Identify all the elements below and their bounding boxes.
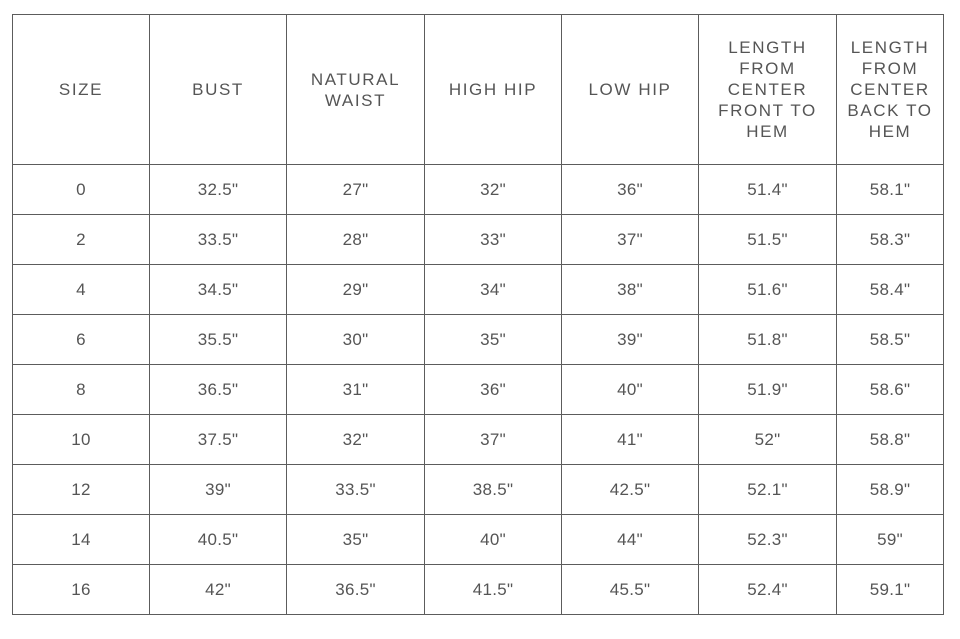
cell-length-back: 58.8": [837, 415, 944, 465]
cell-natural-waist: 35": [287, 515, 425, 565]
table-row: [13, 265, 944, 315]
cell-length-back: 59": [837, 515, 944, 565]
header-low-hip-label: LOW HIP: [588, 80, 672, 99]
cell-size: 2: [13, 215, 150, 265]
cell-low-hip: 38": [562, 265, 699, 315]
cell-natural-waist: 28": [287, 215, 425, 265]
cell-bust: 39": [150, 465, 287, 515]
header-low-hip: [562, 15, 699, 165]
table-row: [13, 415, 944, 465]
cell-low-hip: 37": [562, 215, 699, 265]
cell-natural-waist: 32": [287, 415, 425, 465]
header-bust: [150, 15, 287, 165]
cell-low-hip: 44": [562, 515, 699, 565]
table-row: [13, 515, 944, 565]
header-length-back-label: LENGTH FROM CENTER BACK TO HEM: [847, 38, 933, 141]
cell-size: 4: [13, 265, 150, 315]
cell-length-front: 51.9": [699, 365, 837, 415]
cell-length-front: 51.8": [699, 315, 837, 365]
table-body: [13, 165, 944, 615]
cell-size: 14: [13, 515, 150, 565]
cell-bust: 42": [150, 565, 287, 615]
header-length-front: [699, 15, 837, 165]
cell-high-hip: 36": [425, 365, 562, 415]
cell-high-hip: 33": [425, 215, 562, 265]
header-length-back: [837, 15, 944, 165]
cell-low-hip: 42.5": [562, 465, 699, 515]
cell-low-hip: 40": [562, 365, 699, 415]
cell-length-front: 52.4": [699, 565, 837, 615]
header-size-label: SIZE: [58, 80, 104, 99]
cell-low-hip: 39": [562, 315, 699, 365]
cell-length-front: 52.1": [699, 465, 837, 515]
table-row: [13, 315, 944, 365]
cell-length-front: 51.6": [699, 265, 837, 315]
cell-length-back: 59.1": [837, 565, 944, 615]
table-row: [13, 215, 944, 265]
header-row: [13, 15, 944, 165]
table-row: [13, 365, 944, 415]
cell-low-hip: 36": [562, 165, 699, 215]
cell-bust: 37.5": [150, 415, 287, 465]
cell-bust: 33.5": [150, 215, 287, 265]
cell-length-back: 58.3": [837, 215, 944, 265]
cell-length-back: 58.6": [837, 365, 944, 415]
cell-high-hip: 41.5": [425, 565, 562, 615]
size-chart-table: [12, 14, 944, 615]
header-bust-label: BUST: [192, 80, 244, 99]
cell-bust: 36.5": [150, 365, 287, 415]
cell-length-back: 58.9": [837, 465, 944, 515]
cell-length-front: 52": [699, 415, 837, 465]
header-high-hip: [425, 15, 562, 165]
cell-size: 16: [13, 565, 150, 615]
cell-high-hip: 34": [425, 265, 562, 315]
cell-length-front: 51.4": [699, 165, 837, 215]
cell-size: 8: [13, 365, 150, 415]
cell-natural-waist: 33.5": [287, 465, 425, 515]
cell-bust: 34.5": [150, 265, 287, 315]
cell-high-hip: 38.5": [425, 465, 562, 515]
cell-natural-waist: 29": [287, 265, 425, 315]
cell-high-hip: 40": [425, 515, 562, 565]
cell-low-hip: 41": [562, 415, 699, 465]
cell-natural-waist: 31": [287, 365, 425, 415]
table-row: [13, 165, 944, 215]
cell-size: 12: [13, 465, 150, 515]
header-natural-waist-label: NATURAL WAIST: [310, 69, 401, 110]
cell-high-hip: 35": [425, 315, 562, 365]
cell-bust: 40.5": [150, 515, 287, 565]
cell-length-back: 58.5": [837, 315, 944, 365]
cell-length-back: 58.4": [837, 265, 944, 315]
cell-low-hip: 45.5": [562, 565, 699, 615]
cell-natural-waist: 27": [287, 165, 425, 215]
cell-bust: 35.5": [150, 315, 287, 365]
cell-natural-waist: 30": [287, 315, 425, 365]
cell-natural-waist: 36.5": [287, 565, 425, 615]
header-length-front-label: LENGTH FROM CENTER FRONT TO HEM: [718, 38, 817, 141]
cell-length-front: 51.5": [699, 215, 837, 265]
cell-size: 6: [13, 315, 150, 365]
header-size: [13, 15, 150, 165]
cell-bust: 32.5": [150, 165, 287, 215]
cell-size: 0: [13, 165, 150, 215]
cell-size: 10: [13, 415, 150, 465]
table-row: [13, 465, 944, 515]
cell-high-hip: 32": [425, 165, 562, 215]
cell-length-front: 52.3": [699, 515, 837, 565]
header-high-hip-label: HIGH HIP: [448, 80, 538, 99]
table-header: [13, 15, 944, 165]
cell-length-back: 58.1": [837, 165, 944, 215]
header-natural-waist: [287, 15, 425, 165]
cell-high-hip: 37": [425, 415, 562, 465]
table-row: [13, 565, 944, 615]
